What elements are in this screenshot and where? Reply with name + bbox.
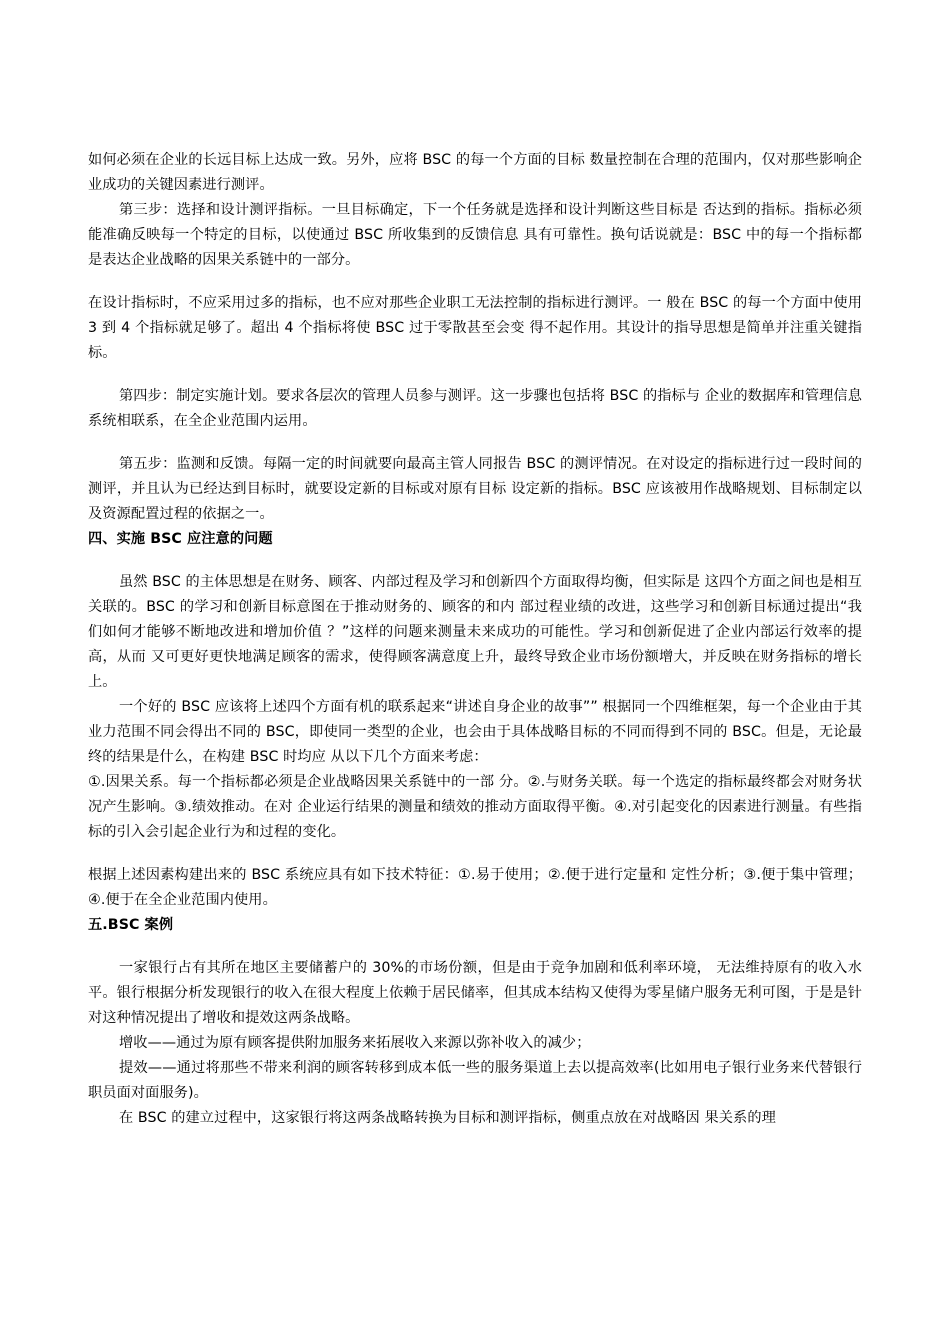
paragraph-step-four: 第四步：制定实施计划。要求各层次的管理人员参与测评。这一步骤也包括将 BSC 的指标与 企业的数据库和管理信息系统相联系，在全企业范围内运用。	[88, 388, 862, 429]
paragraph-features: 根据上述因素构建出来的 BSC 系统应具有如下技术特征：①.易于使用；②.便于进行定量和 定性分析；③.便于集中管理；④.便于在全企业范围内使用。	[88, 867, 862, 908]
section-heading-five: 五.BSC 案例	[88, 917, 174, 933]
paragraph-continuation: 如何必须在企业的长远目标上达成一致。另外，应将 BSC 的每一个方面的目标 数量控制在合理的范围内，仅对那些影响企业成功的关键因素进行测评。	[88, 152, 862, 193]
paragraph-increase-revenue: 增收——通过为原有顾客提供附加服务来拓展收入来源以弥补收入的减少；	[119, 1035, 591, 1051]
document-page	[88, 148, 862, 1131]
paragraph-bank-case: 一家银行占有其所在地区主要储蓄户的 30%的市场份额，但是由于竞争加剧和低利率环境， 无法维持原有的收入水平。银行根据分析发现银行的收入在很大程度上依赖于居民储率，但其成本结构又使得为零星储户服务无利可图，于是是针对这种情况提出了增收和提效这两条战略。	[88, 960, 862, 1026]
paragraph-bsc-building: 在 BSC 的建立过程中，这家银行将这两条战略转换为目标和测评指标，侧重点放在对战略因 果关系的理	[119, 1110, 776, 1126]
paragraph-step-five: 第五步：监测和反馈。每隔一定的时间就要向最高主管人同报告 BSC 的测评情况。在对设定的指标进行过一段时间的测评，并且认为已经达到目标时，就要设定新的目标或对原有目标 设定新的指标。BSC 应该被用作战略规划、目标制定以及资源配置过程的依据之一。	[88, 456, 862, 522]
paragraph-good-bsc: 一个好的 BSC 应该将上述四个方面有机的联系起来“讲述自身企业的故事”” 根据同一个四维框架，每一个企业由于其业力范围不同会得出不同的 BSC，即使同一类型的企业，也会由于具体战略目标的不同而得到不同的 BSC。但是，无论最终的结果是什么，在构建 BSC 时均应 从以下几个方面来考虑：	[88, 699, 862, 765]
paragraph-factors: ①.因果关系。每一个指标都必须是企业战略因果关系链中的一部 分。②.与财务关联。每一个选定的指标最终都会对财务状况产生影响。③.绩效推动。在对 企业运行结果的测量和绩效的推动方面取得平衡。④.对引起变化的因素进行测量。有些指 标的引入会引起企业行为和过程的变化。	[88, 774, 862, 840]
paragraph-indicator-design: 在设计指标时，不应采用过多的指标，也不应对那些企业职工无法控制的指标进行测评。一 般在 BSC 的每一个方面中使用 3 到 4 个指标就足够了。超出 4 个指标将使 BSC 过于零散甚至会变 得不起作用。其设计的指导思想是简单并注重关键指标。	[88, 295, 862, 361]
paragraph-step-three: 第三步：选择和设计测评指标。一旦目标确定，下一个任务就是选择和设计判断这些目标是 否达到的指标。指标必须能准确反映每一个特定的目标，以使通过 BSC 所收集到的反馈信息 具有可靠性。换句话说就是：BSC 中的每一个指标都是表达企业战略的因果关系链中的一部分。	[88, 202, 862, 268]
paragraph-improve-efficiency: 提效——通过将那些不带来利润的顾客转移到成本低一些的服务渠道上去以提高效率(比如用电子银行业务来代替银行职员面对面服务)。	[88, 1060, 862, 1101]
section-heading-four: 四、实施 BSC 应注意的问题	[88, 531, 273, 547]
paragraph-balance: 虽然 BSC 的主体思想是在财务、顾客、内部过程及学习和创新四个方面取得均衡，但实际是 这四个方面之间也是相互关联的。BSC 的学习和创新目标意图在于推动财务的、顾客的和内 部过程业绩的改进，这些学习和创新目标通过提出“我们如何才能够不断地改进和增加价值 ？”这样的问题来测量未来成功的可能性。学习和创新促进了企业内部运行效率的提高，从而 又可更好更快地满足顾客的需求，使得顾客满意度上升，最终导致企业市场份额增大，并反映在财务指标的增长上。	[88, 574, 862, 690]
